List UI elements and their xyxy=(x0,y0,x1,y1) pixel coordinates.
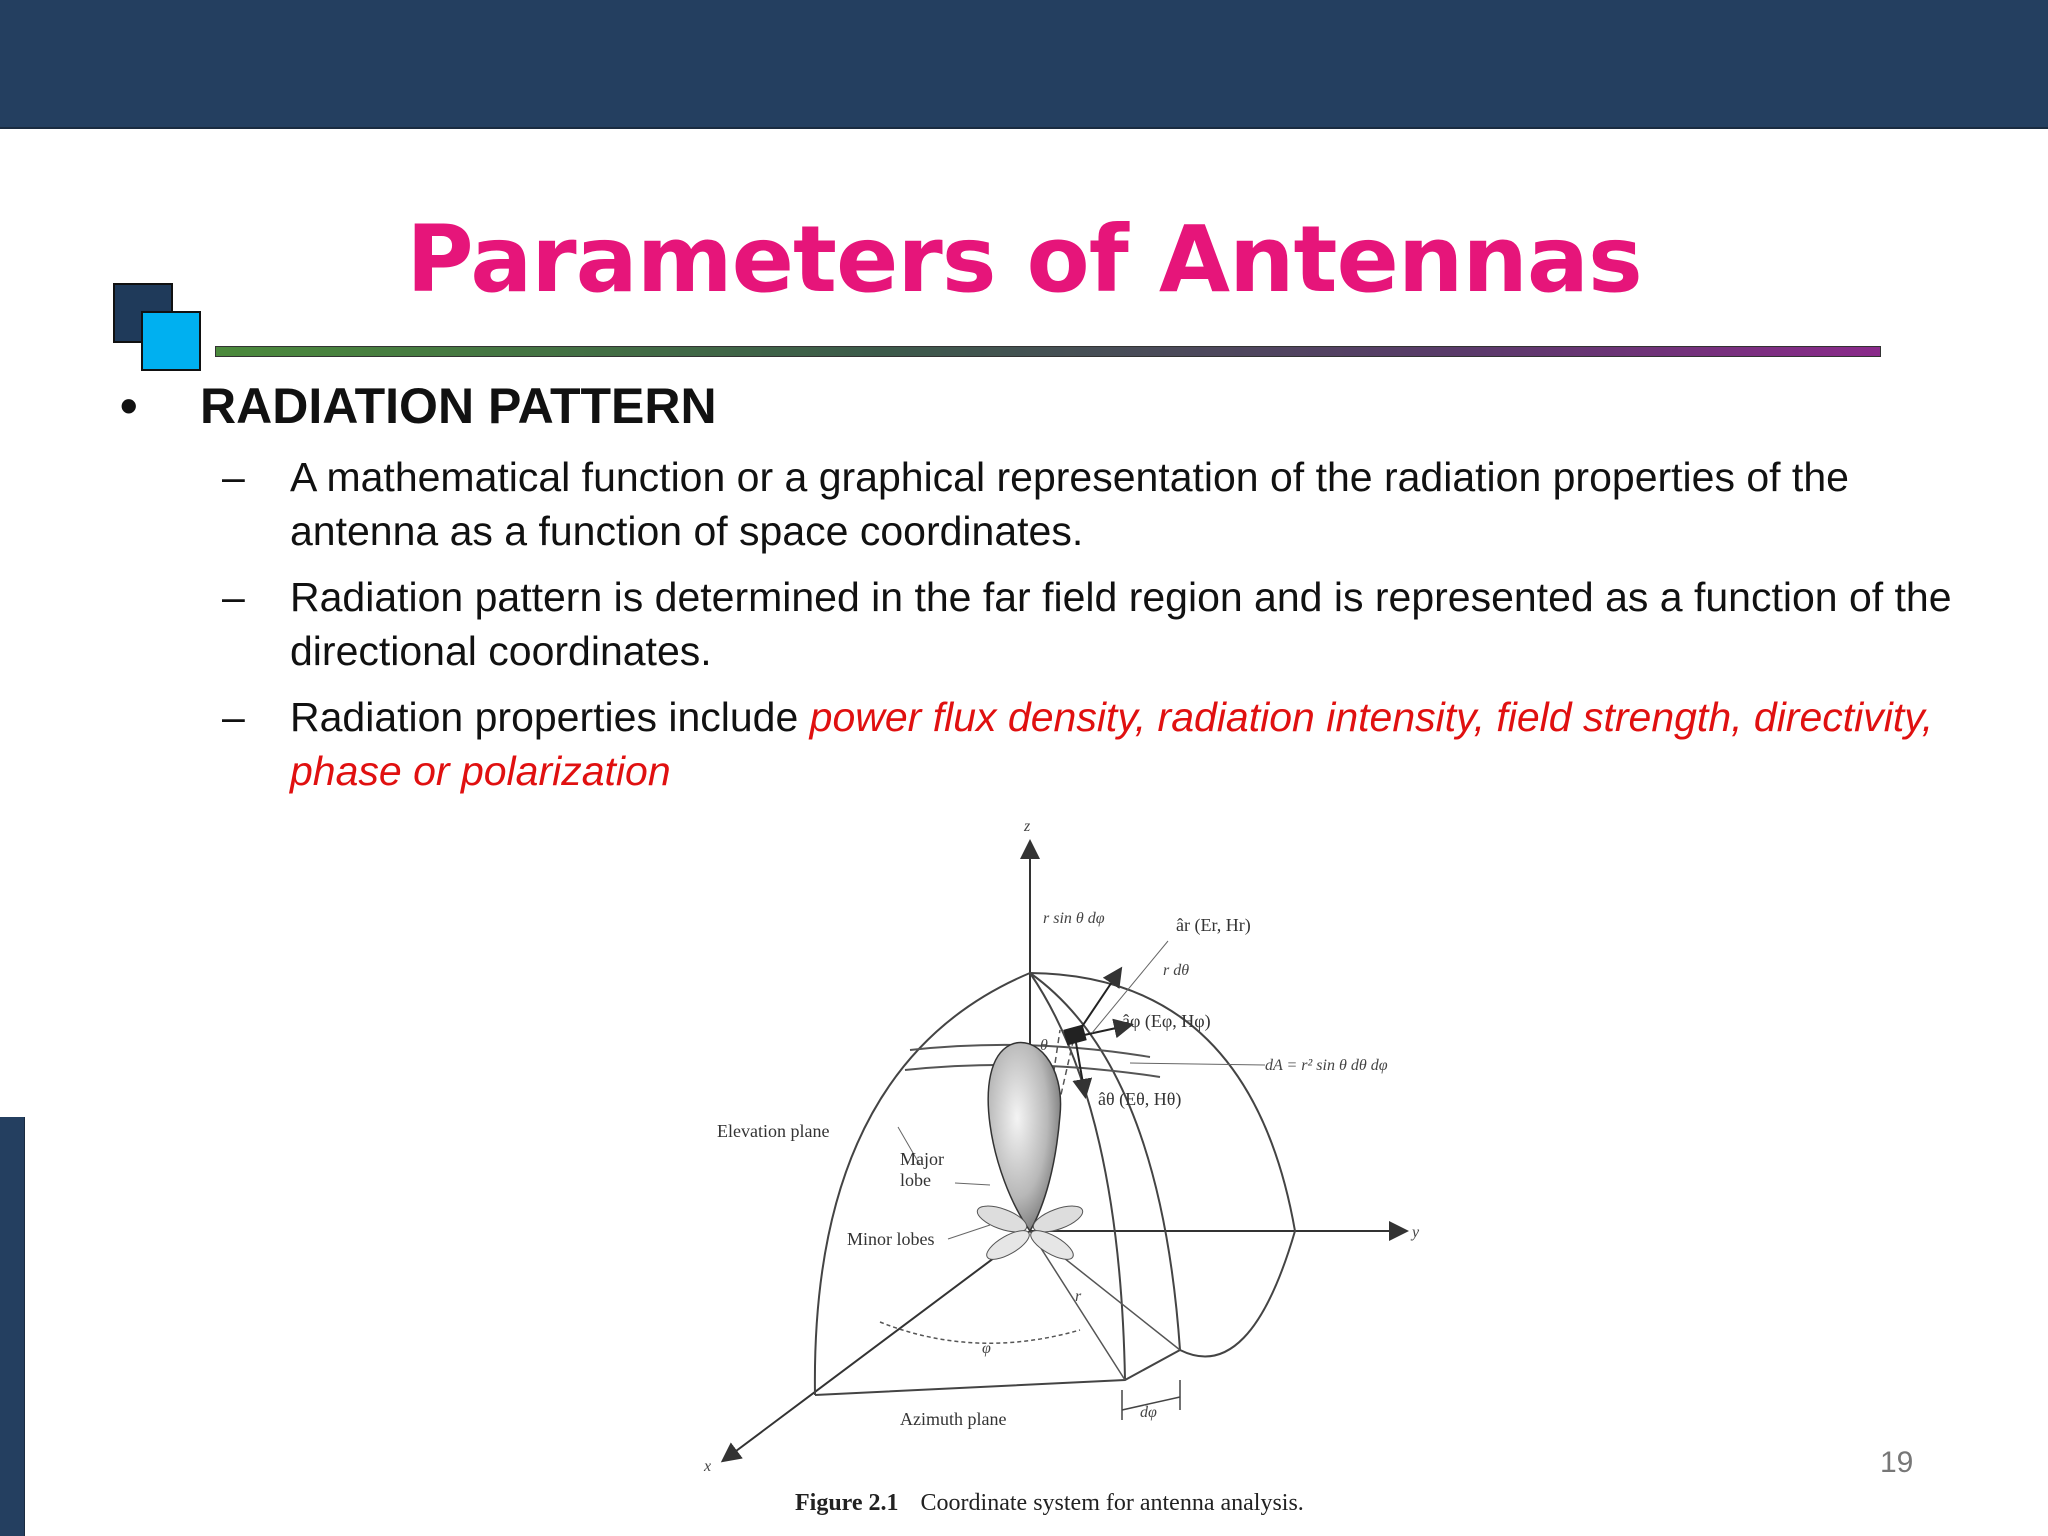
bullet-marker: • xyxy=(120,378,138,434)
major-lobe-label-1: Major xyxy=(900,1149,944,1169)
azimuth-plane-label: Azimuth plane xyxy=(900,1409,1007,1429)
sub-bullet-text: Radiation pattern is determined in the far field region and is represented as a function of the directional coordinates. xyxy=(290,574,1952,674)
page-number: 19 xyxy=(1880,1446,1914,1479)
elevation-plane-label: Elevation plane xyxy=(717,1121,830,1141)
sub-bullet-prefix: Radiation properties include xyxy=(290,694,810,740)
leader-line xyxy=(955,1183,990,1185)
left-accent-bar xyxy=(0,1117,25,1536)
r-sin-theta-label: r sin θ dφ xyxy=(1043,910,1105,927)
slide-title: Parameters of Antennas xyxy=(406,206,1642,313)
dash-marker: – xyxy=(222,454,245,500)
theta-label: θ xyxy=(1040,1037,1048,1054)
sub-bullet-3 xyxy=(222,690,1982,798)
atheta-label: âθ (Eθ, Hθ) xyxy=(1098,1089,1182,1109)
sub-bullet-text xyxy=(290,690,1982,798)
title-underline xyxy=(215,346,1881,357)
sub-bullet-2 xyxy=(222,570,1982,678)
header-bar xyxy=(0,0,2048,129)
decorative-square-light xyxy=(141,311,201,371)
phi-label: φ xyxy=(982,1340,991,1357)
aphi-label: âφ (Eφ, Hφ) xyxy=(1122,1011,1211,1031)
sphere-outline xyxy=(815,973,1295,1395)
y-axis-label: y xyxy=(1412,1224,1420,1241)
bullet-heading-text: RADIATION PATTERN xyxy=(200,378,717,434)
r-label: r xyxy=(1075,1288,1082,1305)
figure-caption-label: Figure 2.1 xyxy=(795,1490,899,1516)
major-lobe xyxy=(988,1042,1060,1231)
figure-caption xyxy=(795,1490,1304,1517)
major-lobe-label-2: lobe xyxy=(900,1170,931,1190)
phi-arc xyxy=(880,1322,1080,1343)
x-axis-label: x xyxy=(704,1458,712,1475)
antenna-coordinate-figure xyxy=(690,805,1470,1530)
sub-bullet-text: A mathematical function or a graphical representation of the radiation properties of the antenna as a function of space coordinates. xyxy=(290,454,1849,554)
dA-label: dA = r² sin θ dθ dφ xyxy=(1265,1057,1388,1074)
dA-patch xyxy=(1063,1025,1086,1046)
ar-label: âr (Er, Hr) xyxy=(1176,915,1251,935)
highlighted-properties: power flux density, radiation intensity, field strength, directivity, phase or polarization xyxy=(290,694,1934,794)
r-dtheta-label: r dθ xyxy=(1163,962,1190,979)
sub-bullet-1 xyxy=(222,450,1982,558)
leader-line xyxy=(948,1225,990,1239)
bullet-heading xyxy=(120,376,717,436)
dphi-label: dφ xyxy=(1140,1404,1157,1421)
leader-line xyxy=(1130,1063,1265,1065)
figure-caption-text: Coordinate system for antenna analysis. xyxy=(920,1490,1304,1516)
minor-lobes-label: Minor lobes xyxy=(847,1229,935,1249)
dash-marker: – xyxy=(222,694,245,740)
coordinate-system-diagram xyxy=(690,805,1470,1530)
radial-line xyxy=(1030,1231,1125,1380)
z-axis-label: z xyxy=(1024,818,1031,835)
dash-marker: – xyxy=(222,574,245,620)
